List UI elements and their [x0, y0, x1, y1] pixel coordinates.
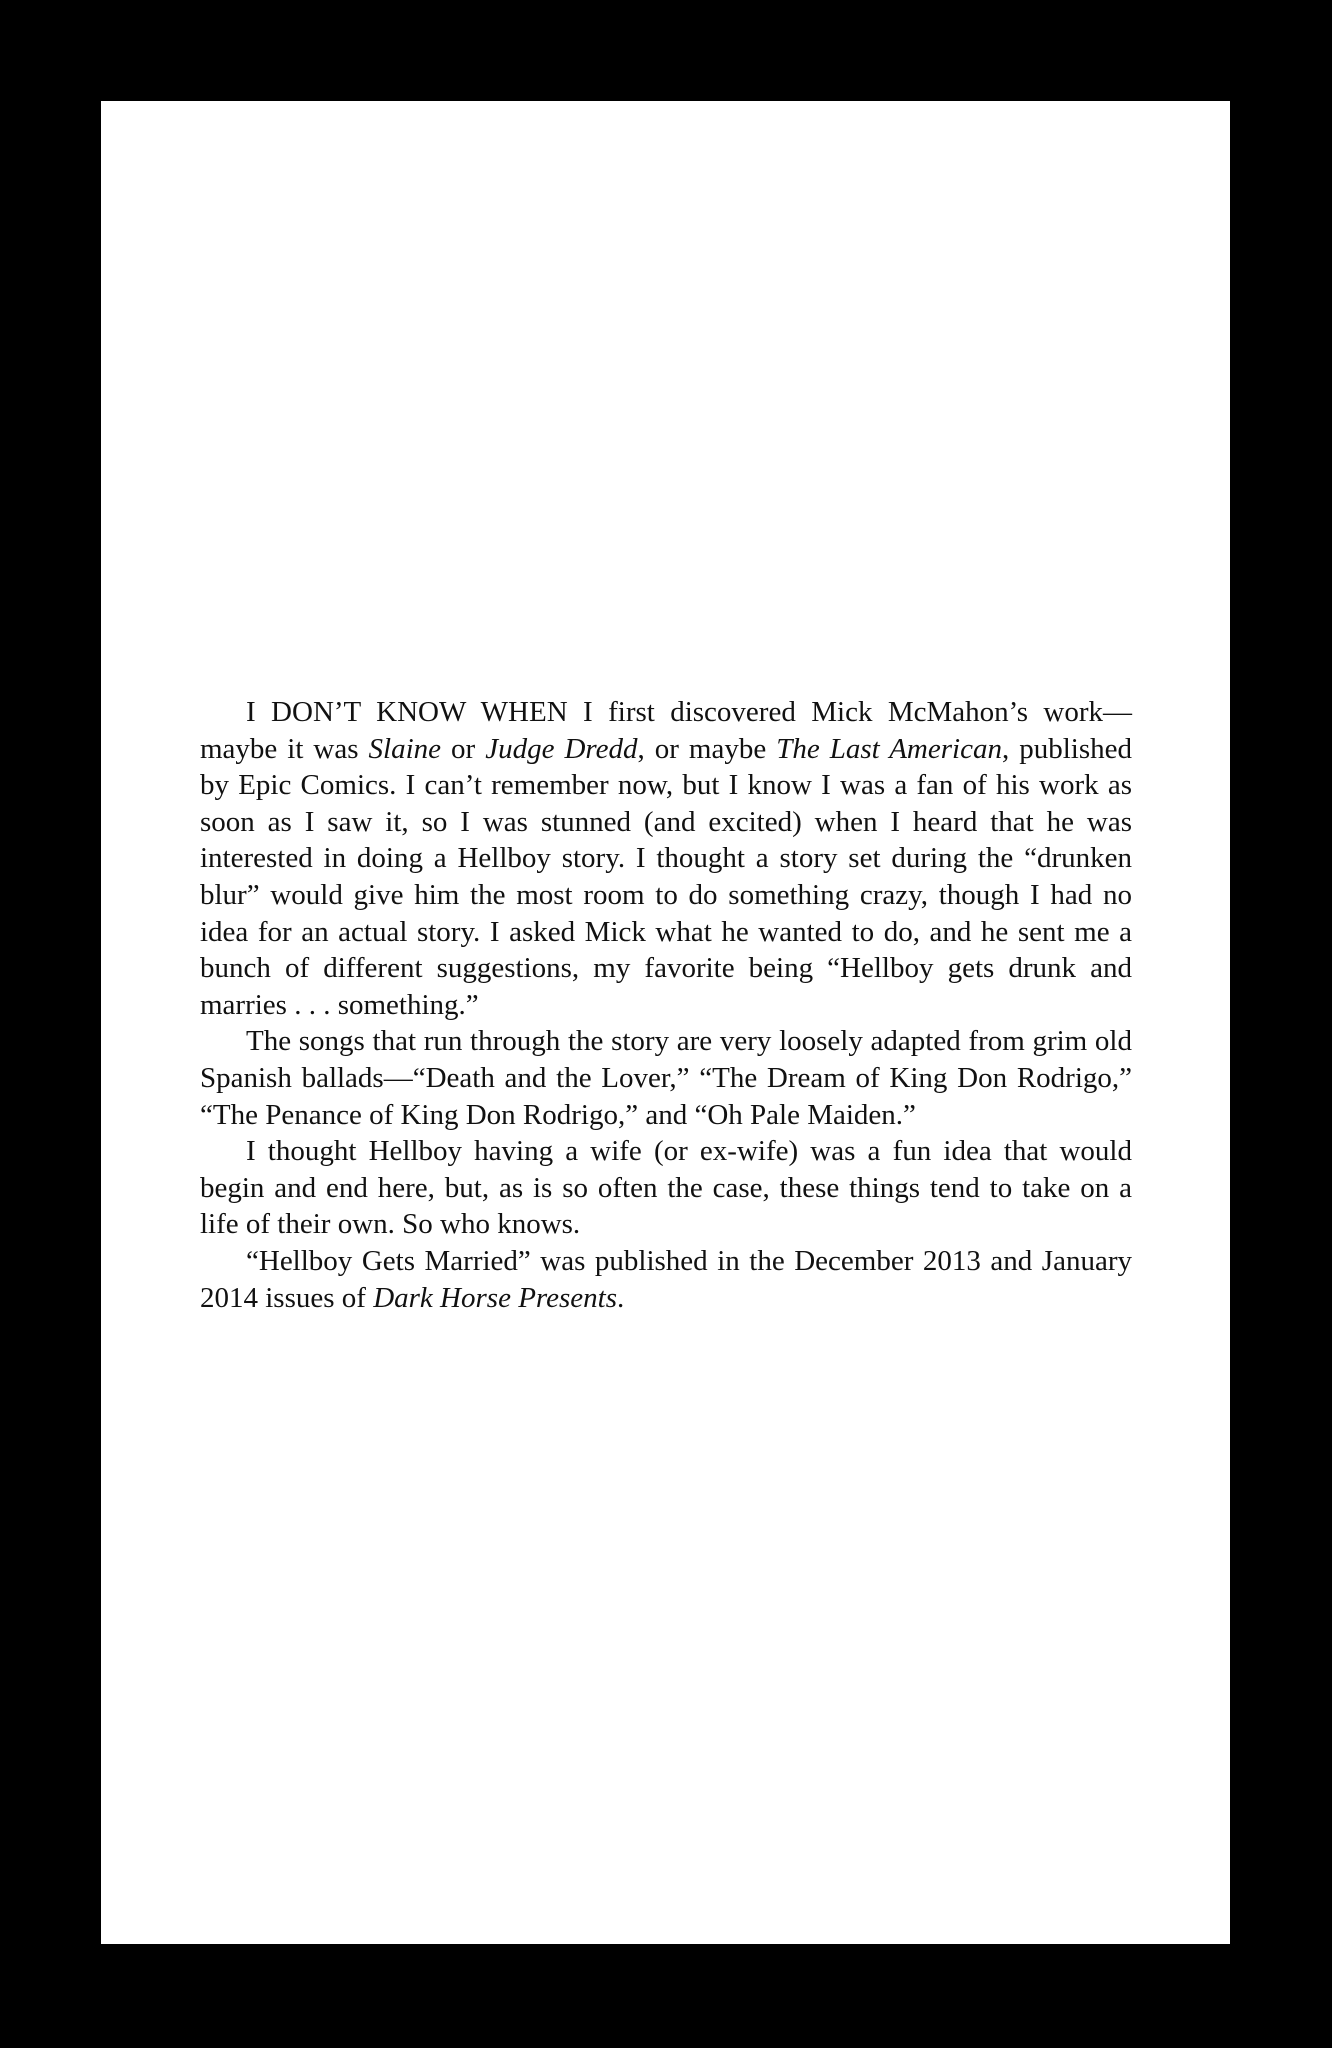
title-slaine: Slaine [368, 732, 442, 765]
paragraph-1-text-b: or [441, 732, 486, 765]
paragraph-1 [200, 694, 1132, 1023]
paragraph-4 [200, 1243, 1132, 1316]
paragraph-1-text-d: , published by Epic Comics. I can’t remember now, but I know I was a fan of his work as soon as I saw it, so I was stunned (and excited) when I heard that he was interested in doing a Hellboy story. I thought a story set during the “drunken blur” would give him the most room to do something crazy, though I had no idea for an actual story. I asked Mick what he wanted to do, and he sent me a bunch of different suggestions, my favorite being “Hellboy gets drunk and marries . . . something.” [200, 732, 1132, 1021]
title-dark-horse-presents: Dark Horse Presents [373, 1281, 617, 1314]
page [101, 101, 1230, 1944]
paragraph-3: I thought Hellboy having a wife (or ex-wife) was a fun idea that would begin and end here, but, as is so often the case, these things tend to take on a life of their own. So who knows. [200, 1135, 1132, 1241]
title-judge-dredd: Judge Dredd [485, 732, 638, 765]
paragraph-4-text-b: . [616, 1281, 625, 1314]
afterword-text [200, 694, 1132, 1316]
paragraph-1-text-c: , or maybe [637, 732, 777, 765]
title-the-last-american: The Last American [776, 732, 1002, 765]
paragraph-1-text-a: I DON’T KNOW WHEN I first discovered Mick McMahon’s work—maybe it was [200, 696, 1132, 765]
paragraph-2: The songs that run through the story are very loosely adapted from grim old Spanish ballads—“Death and the Lover,” “The Dream of King Don Rodrigo,” “The Penance of King Don Rodrigo,” and “Oh Pale Maiden.” [200, 1025, 1132, 1131]
paragraph-4-text-a: “Hellboy Gets Married” was published in the December 2013 and January 2014 issues of [200, 1244, 1132, 1314]
